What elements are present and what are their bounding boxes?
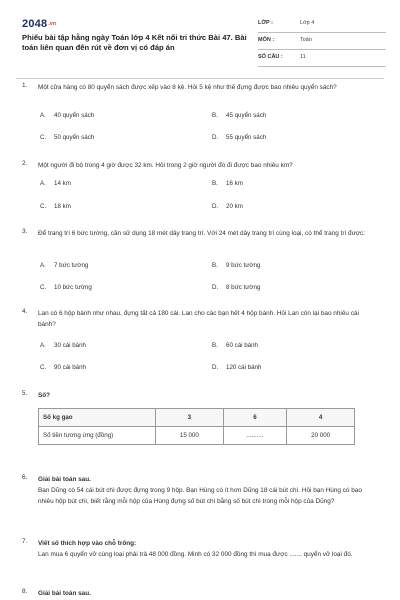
meta-value: 11 [300, 54, 306, 60]
question-number: 7. [22, 538, 28, 545]
question-number: 1. [22, 82, 28, 89]
option-d[interactable]: D. 8 bức tường [212, 284, 261, 291]
table-cell: Số kg gạo [39, 409, 156, 427]
question-body: Lan mua 6 quyển vở cùng loại phải trả 48 000 đồng. Minh có 32 000 đồng thì mua được ....... quyển vở loại đó. [38, 551, 353, 558]
rice-price-table [38, 408, 355, 445]
question-text: Giải bài toán sau. [38, 590, 91, 597]
question-number: 5. [22, 390, 28, 397]
meta-label: SỐ CÂU : [258, 54, 283, 60]
question-text: Một người đi bộ trong 4 giờ được 32 km. Hỏi trong 2 giờ người đó đi được bao nhiêu km? [38, 162, 293, 169]
option-a[interactable]: A. 14 km [40, 180, 71, 187]
table-row [39, 427, 355, 445]
option-c[interactable]: C. 18 km [40, 203, 71, 210]
option-c[interactable]: C. 10 bức tường [40, 284, 92, 291]
question-text: Lan có 6 hộp bánh như nhau, đựng tất cả 180 cái. Lan cho các bạn hết 4 hộp bánh. Hỏi Lan còn lại bao nhiêu cái bánh? [38, 310, 359, 328]
meta-row-count [258, 50, 386, 67]
table-row [39, 409, 355, 427]
question-number: 8. [22, 588, 28, 595]
question-text: Để trang trí 6 bức tường, cần sử dụng 18 mét dây trang trí. Với 24 mét dây trang trí cùng loại, có thể trang trí được: [38, 230, 366, 237]
option-c[interactable]: C. 90 cái bánh [40, 364, 86, 371]
question-text: Viết số thích hợp vào chỗ trống: [38, 540, 137, 547]
option-a[interactable]: A. 30 cái bánh [40, 342, 86, 349]
option-b[interactable]: B. 45 quyển sách [212, 112, 267, 119]
table-cell: Số tiền tương ứng (đồng) [39, 427, 156, 445]
question-text: Giải bài toán sau. [38, 476, 91, 483]
table-cell: 15 000 [156, 427, 224, 445]
meta-row-class [258, 16, 386, 33]
meta-label: MÔN : [258, 37, 275, 43]
option-a[interactable]: A. 7 bức tường [40, 262, 89, 269]
option-b[interactable]: B. 16 km [212, 180, 243, 187]
question-number: 3. [22, 228, 28, 235]
option-a[interactable]: A. 40 quyển sách [40, 112, 95, 119]
question-number: 2. [22, 160, 28, 167]
option-d[interactable]: D. 55 quyển sách [212, 134, 267, 141]
option-b[interactable]: B. 9 bức tường [212, 262, 261, 269]
option-c[interactable]: C. 50 quyển sách [40, 134, 95, 141]
question-text: Một cửa hàng có 80 quyển sách được xếp vào 8 kệ. Hỏi 5 kệ như thế đựng được bao nhiêu quyển sách? [38, 84, 337, 91]
option-d[interactable]: D. 120 cái bánh [212, 364, 262, 371]
table-cell: 3 [156, 409, 224, 427]
question-number: 6. [22, 474, 28, 481]
meta-row-subject [258, 33, 386, 50]
meta-value: Lớp 4 [300, 20, 315, 26]
question-text: Số? [38, 392, 51, 399]
table-cell: 20 000 [287, 427, 355, 445]
meta-label: LỚP : [258, 20, 273, 26]
option-d[interactable]: D. 20 km [212, 203, 243, 210]
question-body: Bạn Dũng có 54 cái bút chì được đựng trong 9 hộp. Bạn Hùng có ít hơn Dũng 18 cái bút chì. Hỏi bạn Hùng có bao nhiêu hộp bút chì, biết rằng mỗi hộp của Hùng đựng số bút chì bằng số bút chì trong mỗi hộp của Dũng? [38, 487, 362, 505]
meta-value: Toán [300, 37, 312, 43]
question-number: 4. [22, 308, 28, 315]
header-divider [16, 78, 384, 79]
table-cell: 6 [223, 409, 287, 427]
option-b[interactable]: B. 60 cái bánh [212, 342, 258, 349]
site-logo[interactable]: 2048.vn [22, 18, 57, 30]
worksheet-title: Phiếu bài tập hằng ngày Toán lớp 4 Kết nối tri thức Bài 47. Bài toán liên quan đến rút về đơn vị có đáp án [22, 33, 247, 52]
worksheet-header [16, 14, 386, 76]
answer-blank[interactable]: .......... [223, 427, 287, 445]
worksheet-meta [258, 16, 386, 67]
table-cell: 4 [287, 409, 355, 427]
